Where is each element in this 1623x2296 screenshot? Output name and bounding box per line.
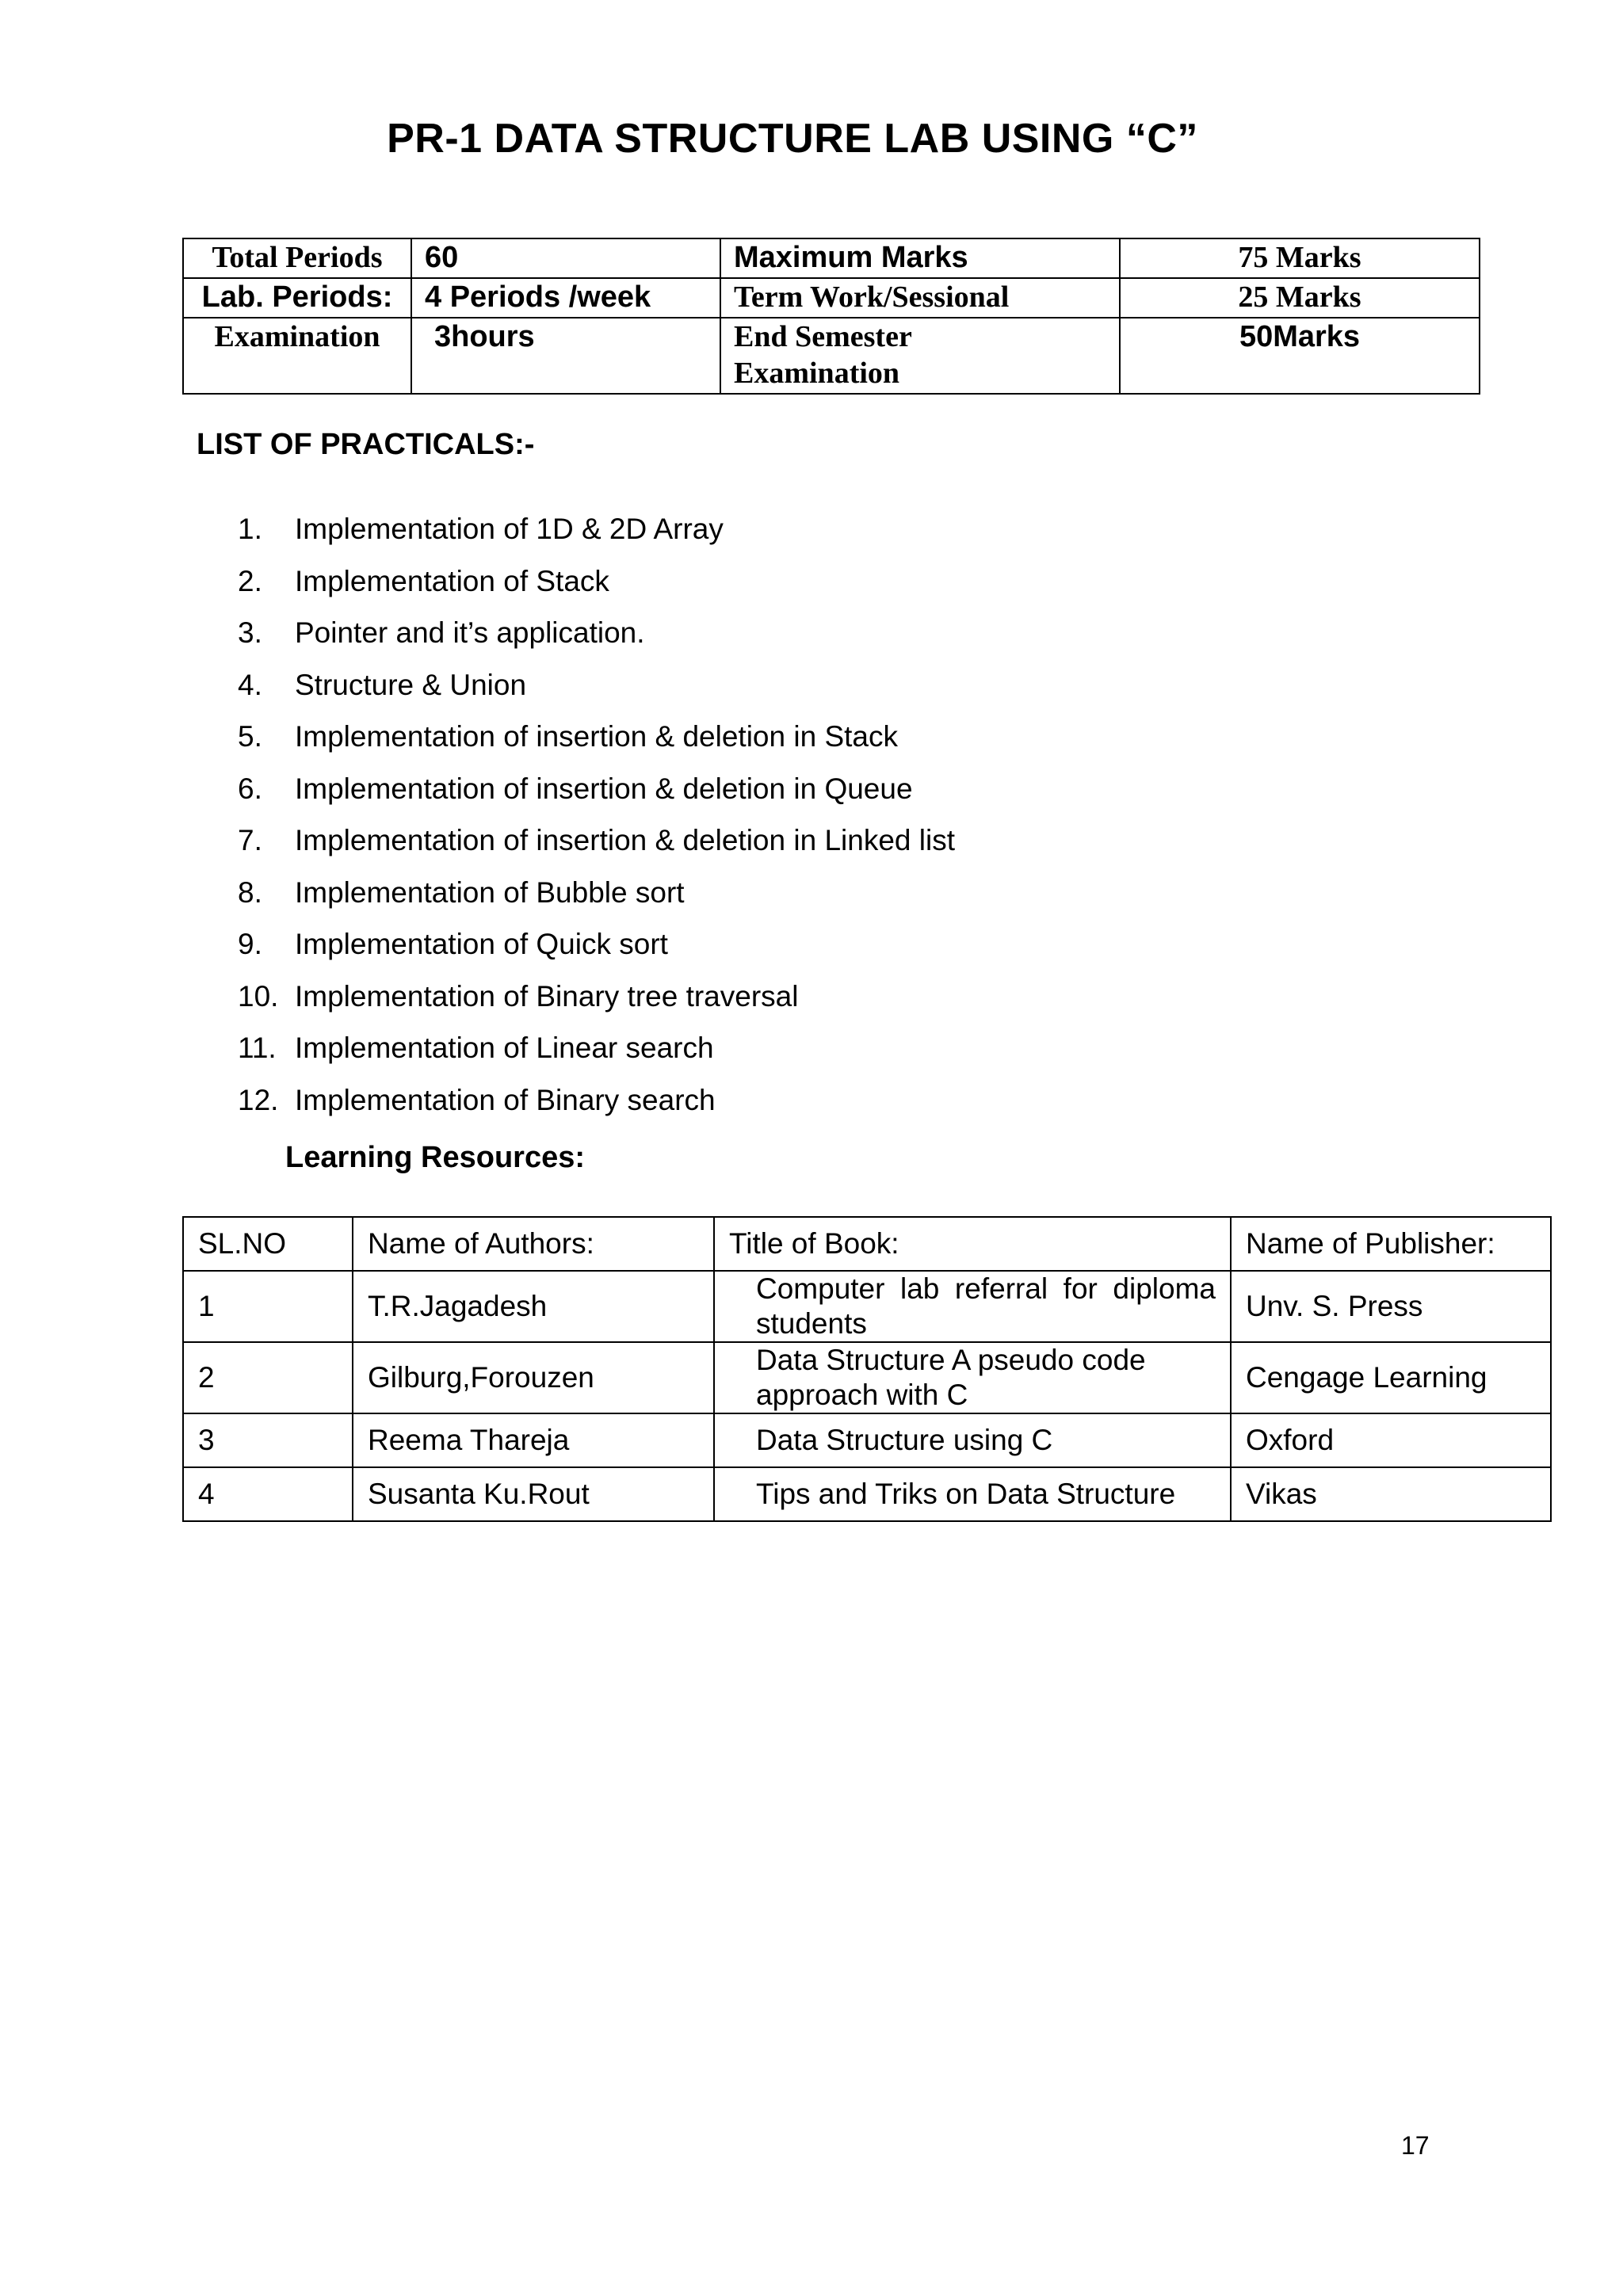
item-text: Implementation of Bubble sort (295, 875, 685, 909)
info-cell: 25 Marks (1120, 278, 1480, 318)
item-number: 11. (238, 1032, 277, 1064)
table-cell: T.R.Jagadesh (353, 1271, 714, 1342)
item-text: Implementation of 1D & 2D Array (295, 513, 724, 545)
table-cell: Reema Thareja (353, 1413, 714, 1467)
info-row (183, 318, 1480, 394)
info-cell: Term Work/Sessional (720, 278, 1120, 318)
table-cell: Oxford (1231, 1413, 1551, 1467)
table-cell: 2 (183, 1342, 353, 1413)
resources-heading: Learning Resources: (285, 1141, 585, 1174)
info-cell: Lab. Periods: (183, 278, 411, 318)
item-text: Implementation of insertion & deletion in Queue (295, 772, 913, 805)
resources-table (182, 1216, 1552, 1522)
item-text: Pointer and it’s application. (295, 616, 645, 649)
item-number: 12. (238, 1083, 279, 1116)
table-cell: Data Structure using C (714, 1413, 1231, 1467)
column-header: Title of Book: (714, 1217, 1231, 1271)
column-header: Name of Publisher: (1231, 1217, 1551, 1271)
page-title: PR-1 DATA STRUCTURE LAB USING “C” (387, 116, 1198, 162)
table-cell: 1 (183, 1271, 353, 1342)
table-row (183, 1467, 1551, 1521)
list-item (238, 867, 955, 919)
item-number: 4. (238, 668, 262, 701)
table-cell: Data Structure A pseudo code approach with C (714, 1342, 1231, 1413)
column-header: Name of Authors: (353, 1217, 714, 1271)
info-cell: Examination (183, 318, 411, 394)
table-cell: Unv. S. Press (1231, 1271, 1551, 1342)
table-cell: 4 (183, 1467, 353, 1521)
item-text: Implementation of Stack (295, 564, 609, 597)
item-number: 5. (238, 720, 262, 753)
list-item (238, 918, 955, 971)
table-cell: 3 (183, 1413, 353, 1467)
info-row (183, 238, 1480, 278)
table-header-row (183, 1217, 1551, 1271)
table-row (183, 1271, 1551, 1342)
info-cell: Total Periods (183, 238, 411, 278)
info-cell: Maximum Marks (720, 238, 1120, 278)
info-row (183, 278, 1480, 318)
table-cell: Computer lab referral for diploma students (714, 1271, 1231, 1342)
info-cell: 75 Marks (1120, 238, 1480, 278)
item-text: Implementation of Linear search (295, 1032, 714, 1064)
item-number: 1. (238, 513, 262, 545)
list-item (238, 1074, 955, 1127)
item-text: Implementation of Quick sort (295, 928, 668, 960)
list-item (238, 971, 955, 1023)
table-cell: Gilburg,Forouzen (353, 1342, 714, 1413)
item-text: Implementation of insertion & deletion in Linked list (295, 824, 955, 856)
item-text: Implementation of Binary search (295, 1083, 716, 1116)
item-number: 3. (238, 616, 262, 649)
info-cell: 4 Periods /week (411, 278, 720, 318)
item-number: 9. (238, 928, 262, 960)
column-header: SL.NO (183, 1217, 353, 1271)
table-row (183, 1342, 1551, 1413)
table-row (183, 1413, 1551, 1467)
table-cell: Vikas (1231, 1467, 1551, 1521)
item-number: 8. (238, 875, 262, 909)
list-item (238, 659, 955, 711)
course-info-table (182, 238, 1480, 395)
page-number: 17 (1401, 2131, 1430, 2160)
info-cell: 60 (411, 238, 720, 278)
item-text: Implementation of Binary tree traversal (295, 979, 799, 1013)
list-item (238, 814, 955, 867)
info-cell: End Semester Examination (720, 318, 1120, 394)
item-number: 6. (238, 772, 262, 805)
list-item (238, 1022, 955, 1074)
item-text: Implementation of insertion & deletion in Stack (295, 720, 898, 753)
info-cell: 50Marks (1120, 318, 1480, 394)
list-item (238, 555, 955, 608)
list-item (238, 763, 955, 815)
info-cell: 3hours (411, 318, 720, 394)
table-cell: Susanta Ku.Rout (353, 1467, 714, 1521)
table-cell: Cengage Learning (1231, 1342, 1551, 1413)
list-item (238, 607, 955, 659)
list-item (238, 711, 955, 763)
item-text: Structure & Union (295, 668, 527, 701)
item-number: 2. (238, 564, 262, 597)
practicals-heading: LIST OF PRACTICALS:- (197, 428, 535, 461)
list-item (238, 503, 955, 555)
item-number: 7. (238, 824, 262, 856)
table-cell: Tips and Triks on Data Structure (714, 1467, 1231, 1521)
item-number: 10. (238, 979, 279, 1013)
practicals-list (238, 503, 955, 1126)
